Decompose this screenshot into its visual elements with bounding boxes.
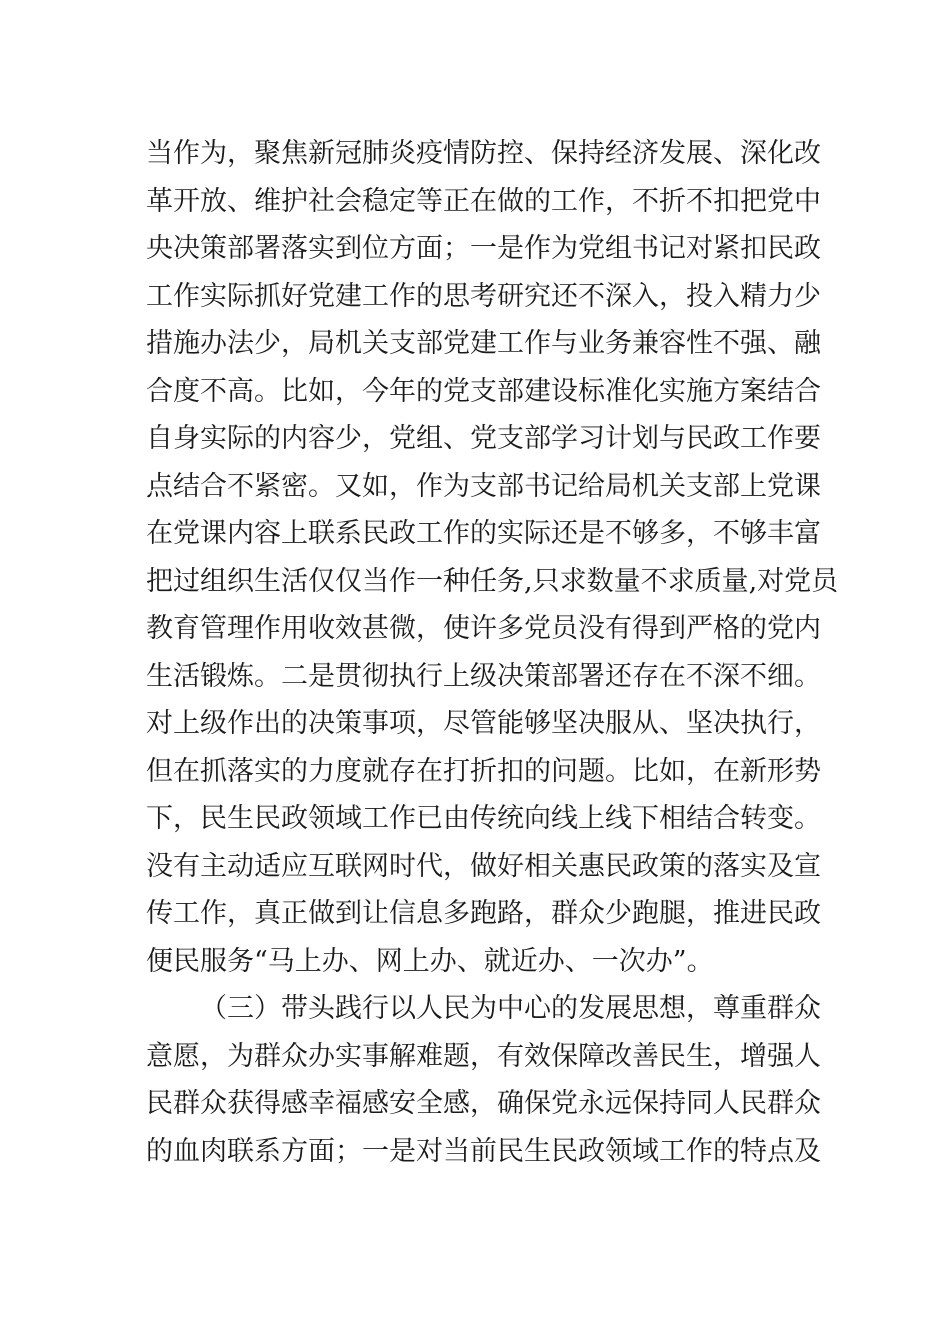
text-line: 对上级作出的决策事项，尽管能够坚决服从、坚决执行，	[146, 708, 821, 739]
text-line: 没有主动适应互联网时代，做好相关惠民政策的落实及宣	[146, 850, 821, 882]
text-line: 教育管理作用收效甚微，使许多党员没有得到严格的党内	[146, 613, 821, 644]
paragraph-end-line: 便民服务“马上办、网上办、就近办、一次办”。	[146, 945, 714, 977]
text-line: 革开放、维护社会稳定等正在做的工作，不折不扣把党中	[146, 185, 821, 217]
body-text	[146, 130, 839, 1175]
text-line: 但在抓落实的力度就存在打折扣的问题。比如，在新形势	[146, 755, 821, 787]
text-line: 点结合不紧密。又如，作为支部书记给局机关支部上党课	[146, 470, 821, 502]
text-line: 自身实际的内容少，党组、党支部学习计划与民政工作要	[146, 423, 821, 454]
text-line: 生活锻炼。二是贯彻执行上级决策部署还存在不深不细。	[146, 660, 821, 692]
text-line: 传工作，真正做到让信息多跑路，群众少跑腿，推进民政	[146, 898, 821, 929]
text-line: 下，民生民政领域工作已由传统向线上线下相结合转变。	[146, 803, 821, 834]
section-heading-line: （三）带头践行以人民为中心的发展思想，尊重群众	[200, 993, 821, 1024]
text-line: 工作实际抓好党建工作的思考研究还不深入，投入精力少	[146, 280, 821, 312]
text-line: 央决策部署落实到位方面；一是作为党组书记对紧扣民政	[146, 233, 821, 264]
text-line: 在党课内容上联系民政工作的实际还是不够多，不够丰富	[146, 518, 821, 549]
text-line: 意愿，为群众办实事解难题，有效保障改善民生，增强人	[146, 1040, 821, 1072]
text-line: 合度不高。比如，今年的党支部建设标准化实施方案结合	[146, 375, 821, 407]
text-line: 民群众获得感幸福感安全感，确保党永远保持同人民群众	[146, 1088, 821, 1119]
text-line: 当作为，聚焦新冠肺炎疫情防控、保持经济发展、深化改	[146, 138, 821, 169]
text-line: 把过组织生活仅仅当作一种任务,只求数量不求质量,对党员	[146, 565, 839, 597]
text-line: 的血肉联系方面；一是对当前民生民政领域工作的特点及	[146, 1135, 821, 1167]
text-line: 措施办法少，局机关支部党建工作与业务兼容性不强、融	[146, 328, 821, 359]
